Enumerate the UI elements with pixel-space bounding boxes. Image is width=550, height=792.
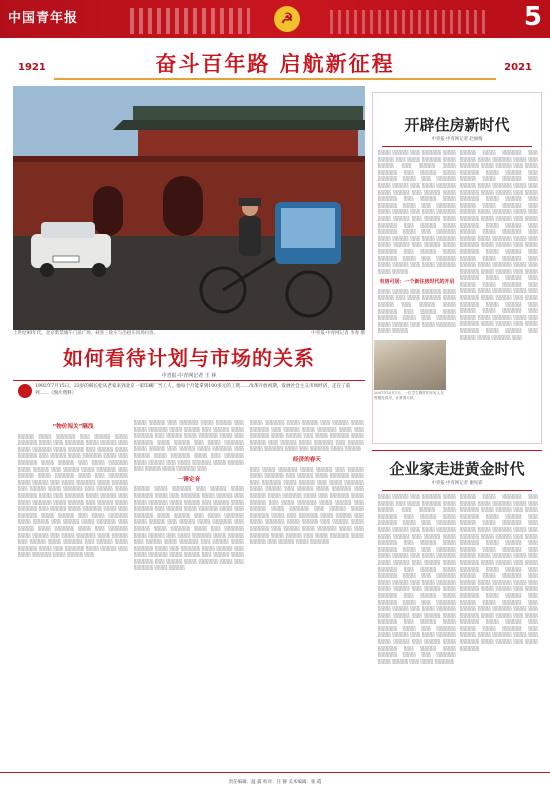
main-column-3 bbox=[250, 420, 364, 770]
page-footer bbox=[0, 772, 550, 792]
side-article-1-photo-caption: 2007年10月1日，一位学生模样的年轻人在售楼处看房，计算着月供。 bbox=[374, 391, 444, 400]
main-column-2 bbox=[134, 420, 244, 770]
skyline-decoration-right bbox=[330, 10, 490, 34]
year-right: 2021 bbox=[504, 62, 532, 73]
side-article-1-headline: 开辟住房新时代 bbox=[404, 116, 510, 134]
party-emblem-icon: ☭ bbox=[274, 6, 300, 32]
page-number: 5 bbox=[523, 2, 542, 32]
main-headline: 如何看待计划与市场的关系 bbox=[63, 346, 315, 370]
side-2-top-rule bbox=[372, 450, 542, 451]
main-column-1 bbox=[18, 420, 128, 770]
gold-ribbon bbox=[54, 78, 496, 80]
subhead-3: 经济的春天 bbox=[293, 456, 321, 463]
subhead-2: 一锤定音 bbox=[177, 476, 201, 483]
side-2-column-1: ░░░░ ░░░░░ ░░░ ░░░░░░ ░░░░ ░░░░░ ░░░ ░░░░ ░░░░░░ ░░░░ ░░░░░ ░░░ ░░░░░ ░░░░ ░░░░░░ ░░░ ░░░░░ ░░░░ ░░░░░░ ░░░░ ░░░ ░░░░░░ ░░░░ ░░░░░ ░░░ ░░░░ ░░░░░░ ░░░░ ░░░░░ ░░░ ░░░░░ ░░░░ ░░░░░░ ░░░ ░░░░░ ░░░░ ░░░░░░ ░░░░ ░░░ ░░░░░░ ░░░░ ░░░░░ ░░░ ░░░░ ░░░░░░ ░░░░ ░░░░░ ░░░ ░░░░░ ░░░░ ░░░░░░ ░░░ ░░░░░ ░░░░ ░░░░░░ ░░░░ ░░░ ░░░░░░ ░░░░ ░░░░░ ░░░ ░░░░ ░░░░░░ ░░░░ ░░░░░ ░░░ ░░░░░ ░░░░ ░░░░░░ ░░░ ░░░░░ ░░░░ ░░░░░░ ░░░░ ░░░ ░░░░░░ ░░░░ ░░░░░ ░░░ ░░░░ ░░░░░░ ░░░░ ░░░░░ ░░░ ░░░░░ ░░░░ ░░░░░░ ░░░ ░░░░░ ░░░░ ░░░░░░ ░░░░ ░░░ ░░░░░░ ░░░░ ░░░░░ ░░░ ░░░░ ░░░░░░ ░░░░ ░░░░░ ░░░ ░░░░░ ░░░░ ░░░░░░ ░░░ ░░░░░ ░░░░ ░░░░░░ ░░░░ ░░░ ░░░░░░ ░░░░ ░░░░░ ░░░ ░░░░ ░░░░░░ bbox=[378, 494, 456, 664]
side-1-column-1: ░░░░ ░░░░░ ░░░ ░░░░░░ ░░░░ ░░░░░ ░░░ ░░░░ ░░░░░░ ░░░░ ░░░░░ ░░░ ░░░░░ ░░░░ ░░░░░░ ░░░ ░░░░░ ░░░░ ░░░░░░ ░░░░ ░░░ ░░░░░░ ░░░░ ░░░░░ ░░░ ░░░░ ░░░░░░ ░░░░ ░░░░░ ░░░ ░░░░░ ░░░░ ░░░░░░ ░░░ ░░░░░ ░░░░ ░░░░░░ ░░░░ ░░░ ░░░░░░ ░░░░ ░░░░░ ░░░ ░░░░ ░░░░░░ ░░░░ ░░░░░ ░░░ ░░░░░ ░░░░ ░░░░░░ ░░░ ░░░░░ ░░░░ ░░░░░░ ░░░░ ░░░ ░░░░░░ ░░░░ ░░░░░ ░░░ ░░░░ ░░░░░░ ░░░░ ░░░░░ ░░░ ░░░░░ ░░░░ ░░░░░░ ░░░ ░░░░░ ░░░░ ░░░░░░ ░░░░ ░░░ ░░░░░░ ░░░░ ░░░░░ ░░░ ░░░░ ░░░░░░ ░░░░ ░░░░░ 有房可居：一个新住房时代的开启 ░░░░ ░░░░░ ░░░ ░░░░░░ ░░░░ ░░░░░ ░░░ ░░░░ ░░░░░░ ░░░░ ░░░░░ ░░░ ░░░░░ ░░░░ ░░░░░░ ░░░ ░░░░░ ░░░░ ░░░░░░ ░░░░ ░░░ ░░░░░░ ░░░░ ░░░░░ ░░░ ░░░░ ░░░░░░ ░░░░ ░░░░░ bbox=[378, 150, 456, 334]
side-2-rule bbox=[382, 490, 532, 491]
skyline-decoration bbox=[130, 8, 250, 34]
masthead bbox=[0, 0, 550, 38]
column-3-body-bottom: ░░░ ░░░░ ░░░░░░ ░░░░ ░░░░░ ░░░ ░░░░░ ░░░░ ░░░░░░ ░░░ ░░░░░ ░░░░ ░░░░░░ ░░░░ ░░░ ░░░░░░ ░░░░ ░░░░░ ░░░ ░░░░ ░░░░░░ ░░░░ ░░░░░ ░░░ ░░░░░ ░░░░ ░░░░░░ ░░░ ░░░░░ ░░░░ ░░░░░░ ░░░░ ░░░ ░░░░░░ ░░░░ ░░░░░ ░░░ ░░░░ ░░░░░░ ░░░░ ░░░░░ ░░░ ░░░░░ ░░░░ ░░░░░░ ░░░ ░░░░░ ░░░░ ░░░░░░ ░░░░ ░░░ ░░░░░░ ░░░░ ░░░░░ ░░░ ░░░░ ░░░░░░ ░░░░ ░░░░░ ░░░ ░░░░░ ░░░░ ░░░░░░ ░░░ ░░░░░ ░░░░ ░░░░░░ ░░░░ ░░░ ░░░░░░ ░░░░ ░░░░░ ░░░ ░░░░ ░░░░░░ ░░░░ ░░░░░ ░░░ ░░░░░ ░░░░ ░░░░░░ bbox=[250, 466, 364, 545]
column-2-body-bottom: ░░░░░ ░░░░ ░░░░░░ ░░░ ░░░░░ ░░░░ ░░░░░░ ░░░░ ░░░ ░░░░░░ ░░░░ ░░░░░ ░░░ ░░░░ ░░░░░░ ░░░░ ░░░░░ ░░░ ░░░░░ ░░░░ ░░░░░░ ░░░ ░░░░░ ░░░░ ░░░░░░ ░░░░ ░░░ ░░░░░░ ░░░░ ░░░░░ ░░░ ░░░░ ░░░░░░ ░░░░ ░░░░░ ░░░ ░░░░░ ░░░░ ░░░░░░ ░░░ ░░░░░ ░░░░ ░░░░░░ ░░░░ ░░░ ░░░░░░ ░░░░ ░░░░░ ░░░ ░░░░ ░░░░░░ ░░░░ ░░░░░ ░░░ ░░░░░ ░░░░ ░░░░░░ ░░░ ░░░░░ ░░░░ ░░░░░░ ░░░░ ░░░ ░░░░░░ ░░░░ ░░░░░ ░░░ ░░░░ ░░░░░░ ░░░░ ░░░░░ ░░░ ░░░░░ ░░░░ ░░░░░░ ░░░ ░░░░░ ░░░░ ░░░░░░ ░░░░ ░░░ ░░░░░░ ░░░░ ░░░░░ bbox=[134, 486, 244, 571]
main-byline: 中青报·中青网记者 王 林 bbox=[161, 373, 217, 379]
newspaper-logo: 中国青年报 bbox=[8, 11, 79, 26]
year-left: 1921 bbox=[18, 62, 46, 73]
side-1-column-2: ░░░░░ ░░░░ ░░░░░░ ░░░ ░░░░░ ░░░░ ░░░░░░ ░░░░ ░░░ ░░░░░░ ░░░░ ░░░░░ ░░░ ░░░░ ░░░░░░ ░░░░ ░░░░░ ░░░ ░░░░░ ░░░░ ░░░░░░ ░░░ ░░░░░ ░░░░ ░░░░░░ ░░░░ ░░░ ░░░░░░ ░░░░ ░░░░░ ░░░ ░░░░ ░░░░░░ ░░░░ ░░░░░ ░░░ ░░░░░ ░░░░ ░░░░░░ ░░░ ░░░░░ ░░░░ ░░░░░░ ░░░░ ░░░ ░░░░░░ ░░░░ ░░░░░ ░░░ ░░░░ ░░░░░░ ░░░░ ░░░░░ ░░░ ░░░░░ ░░░░ ░░░░░░ ░░░ ░░░░░ ░░░░ ░░░░░░ ░░░░ ░░░ ░░░░░░ ░░░░ ░░░░░ ░░░ ░░░░ ░░░░░░ ░░░░ ░░░░░ ░░░ ░░░░░ ░░░░ ░░░░░░ ░░░ ░░░░░ ░░░░ ░░░░░░ ░░░░ ░░░ ░░░░░░ ░░░░ ░░░░░ ░░░ ░░░░ ░░░░░░ ░░░░ ░░░░░ ░░░ ░░░░░ ░░░░ ░░░░░░ ░░░ ░░░░░ ░░░░ ░░░░░░ ░░░░ ░░░ ░░░░░░ ░░░░ ░░░░░ ░░░ ░░░░ ░░░░░░ ░░░░ ░░░░░ ░░░ ░░░░░ ░░░░ ░░░░░░ ░░░ ░░░░░ ░░░░ ░░░░░░ ░░░░ ░░░ ░░░░░░ ░░░░ ░░░░░ ░░░ ░░░░ ░░░░░░ ░░░░ ░░░░░ ░░░ ░░░░░ ░░░░ ░░░░░░ ░░░ bbox=[460, 150, 538, 340]
forbidden-city-scene bbox=[13, 86, 365, 330]
anniversary-slogan: 奋斗百年路 启航新征程 bbox=[155, 52, 395, 76]
subhead-1: “物价闯关”隔浅 bbox=[52, 424, 94, 430]
lead-photo bbox=[13, 86, 365, 330]
column-2-body-top: ░░░░ ░░░░░ ░░░ ░░░░░░ ░░░░ ░░░░░ ░░░ ░░░░ ░░░░░░ ░░░░ ░░░░░ ░░░ ░░░░░ ░░░░ ░░░░░░ ░░░ ░░░░░ ░░░░ ░░░░░░ ░░░░ ░░░ ░░░░░░ ░░░░ ░░░░░ ░░░ ░░░░ ░░░░░░ ░░░░ ░░░░░ ░░░ ░░░░░ ░░░░ ░░░░░░ ░░░ ░░░░░ ░░░░ ░░░░░░ ░░░░ ░░░ ░░░░░░ ░░░░ ░░░░░ ░░░ ░░░░ ░░░░░░ ░░░░ ░░░░░ ░░░ ░░░░░ ░░░░ ░░░░░░ ░░░ bbox=[134, 420, 244, 472]
photo-caption-text: 上世纪90年代，北京紫禁城午门前广场，载客三轮车与出租车同场拉客。 bbox=[13, 331, 159, 336]
side-article-2-headline: 企业家走进黄金时代 bbox=[389, 460, 525, 478]
photo-caption bbox=[13, 330, 365, 340]
side-2-column-2: ░░░░░ ░░░░ ░░░░░░ ░░░ ░░░░░ ░░░░ ░░░░░░ ░░░░ ░░░ ░░░░░░ ░░░░ ░░░░░ ░░░ ░░░░ ░░░░░░ ░░░░ ░░░░░ ░░░ ░░░░░ ░░░░ ░░░░░░ ░░░ ░░░░░ ░░░░ ░░░░░░ ░░░░ ░░░ ░░░░░░ ░░░░ ░░░░░ ░░░ ░░░░ ░░░░░░ ░░░░ ░░░░░ ░░░ ░░░░░ ░░░░ ░░░░░░ ░░░ ░░░░░ ░░░░ ░░░░░░ ░░░░ ░░░ ░░░░░░ ░░░░ ░░░░░ ░░░ ░░░░ ░░░░░░ ░░░░ ░░░░░ ░░░ ░░░░░ ░░░░ ░░░░░░ ░░░ ░░░░░ ░░░░ ░░░░░░ ░░░░ ░░░ ░░░░░░ ░░░░ ░░░░░ ░░░ ░░░░ ░░░░░░ ░░░░ ░░░░░ ░░░ ░░░░░ ░░░░ ░░░░░░ ░░░ ░░░░░ ░░░░ ░░░░░░ ░░░░ ░░░ ░░░░░░ ░░░░ ░░░░░ ░░░ ░░░░ ░░░░░░ ░░░░ ░░░░░ ░░░ ░░░░░ ░░░░ ░░░░░░ ░░░ ░░░░░ ░░░░ ░░░░░░ ░░░░ ░░░ ░░░░░░ ░░░░ ░░░░░ ░░░ ░░░░ ░░░░░░ bbox=[460, 494, 538, 651]
headline-rule bbox=[13, 380, 365, 381]
side-article-2-byline: 中青报·中青网记者 谢宛霏 bbox=[431, 481, 483, 486]
footer-credits: 责任编辑：温 露 校对：汪 静 美术编辑：张 霞 bbox=[228, 780, 322, 785]
lead-marker-icon bbox=[18, 384, 32, 398]
column-3-body-top: ░░░░ ░░░░░░ ░░░░ ░░░░░ ░░░ ░░░░░ ░░░░ ░░░░░░ ░░░ ░░░░░ ░░░░ ░░░░░░ ░░░░ ░░░ ░░░░░░ ░░░░ ░░░░░ ░░░ ░░░░ ░░░░░░ ░░░░ ░░░░░ ░░░ ░░░░░ ░░░░ ░░░░░░ ░░░ ░░░░░ ░░░░ ░░░░░░ ░░░░ ░░░ ░░░░░░ ░░░░ ░░░░░ bbox=[250, 420, 364, 452]
side-article-1-byline: 中青报·中青网记者 赵丽梅 bbox=[431, 137, 483, 142]
lead-text: 1992年7月15日，23岁的韩长松从老家来到北京一家印刷厂当工人，他每个月能拿到100多元的工资……改革开放初期，发展社会主义市场经济，走在了前列……（图片资料） bbox=[35, 384, 351, 396]
side-article-1-photo bbox=[374, 340, 446, 390]
lead-paragraph bbox=[18, 383, 364, 398]
side-1-subhead: 有房可居：一个新住房时代的开启 bbox=[379, 279, 455, 286]
photo-credit: 中青报·中青网记者 李春 摄 bbox=[311, 331, 365, 336]
side-1-rule bbox=[382, 146, 532, 147]
column-1-body: ░░░░░ ░░░░ ░░░░░░ ░░░ ░░░░░ ░░░░ ░░░░░░ ░░░░ ░░░ ░░░░░░ ░░░░ ░░░░░ ░░░ ░░░░ ░░░░░░ ░░░░ ░░░░░ ░░░ ░░░░░ ░░░░ ░░░░░░ ░░░ ░░░░░ ░░░░ ░░░░░░ ░░░░ ░░░ ░░░░░░ ░░░░ ░░░░░ ░░░ ░░░░ ░░░░░░ ░░░░ ░░░░░ ░░░ ░░░░░ ░░░░ ░░░░░░ ░░░ ░░░░░ ░░░░ ░░░░░░ ░░░░ ░░░ ░░░░░░ ░░░░ ░░░░░ ░░░ ░░░░ ░░░░░░ ░░░░ ░░░░░ ░░░ ░░░░░ ░░░░ ░░░░░░ ░░░ ░░░░░ ░░░░ ░░░░░░ ░░░░ ░░░ ░░░░░░ ░░░░ ░░░░░ ░░░ ░░░░ ░░░░░░ ░░░░ ░░░░░ ░░░ ░░░░░ ░░░░ ░░░░░░ ░░░ ░░░░░ ░░░░ ░░░░░░ ░░░░ ░░░ ░░░░░░ ░░░░ ░░░░░ ░░░ ░░░░ ░░░░░░ ░░░░ ░░░░░ ░░░ ░░░░░ ░░░░ ░░░░░░ ░░░ ░░░░░ ░░░░ ░░░░░░ ░░░░ ░░░ ░░░░░░ ░░░░ ░░░░░ ░░░ ░░░░ ░░░░░░ ░░░░ ░░░░░ ░░░ ░░░░░ ░░░░ ░░░░░░ ░░░ ░░░░░ ░░░░ ░░░░░░ ░░░░ ░░░ ░░░░░░ ░░░░ ░░░░░ ░░░ ░░░░ ░░░░░░ ░░░░ ░░░░░ ░░░ bbox=[18, 433, 128, 558]
